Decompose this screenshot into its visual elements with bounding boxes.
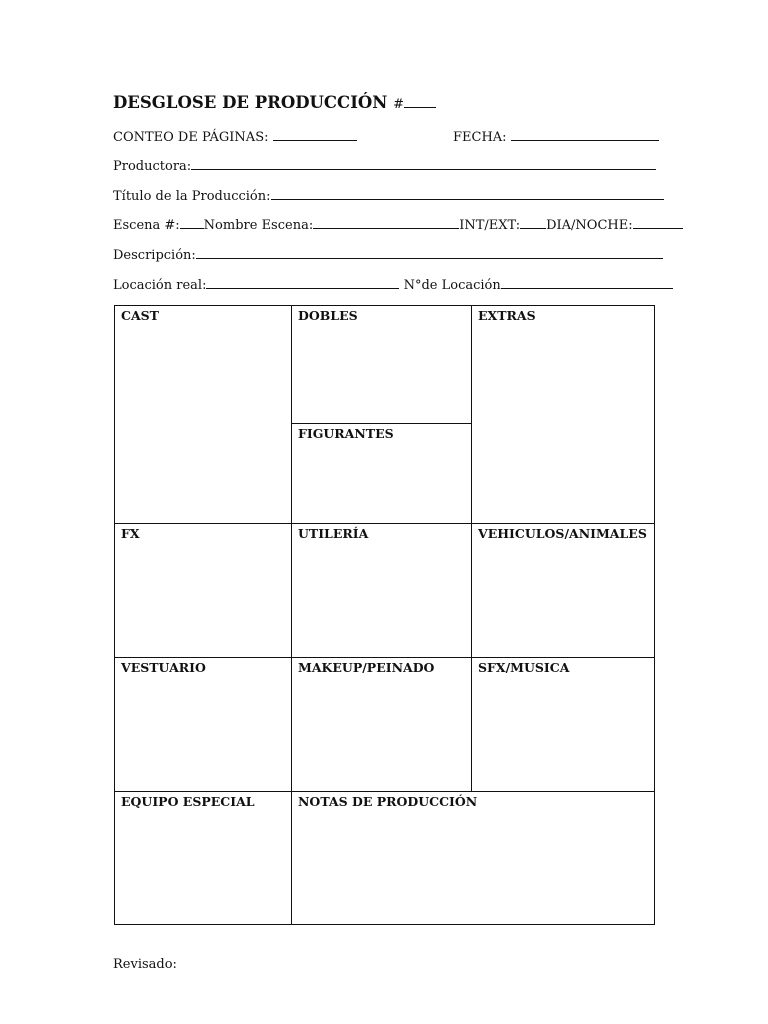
document-title-text: DESGLOSE DE PRODUCCIÓN	[113, 93, 388, 112]
production-title-label: Título de la Producción:	[113, 189, 271, 204]
scene-row	[113, 217, 683, 234]
date-label: FECHA:	[453, 130, 507, 145]
real-location-field[interactable]	[206, 277, 399, 289]
production-notes-box[interactable]	[292, 792, 654, 924]
vehicles-animals-label: VEHICULOS/ANIMALES	[478, 526, 647, 541]
int-ext-label: INT/EXT:	[459, 218, 521, 233]
scene-name-label: Nombre Escena:	[203, 218, 314, 233]
fx-box[interactable]	[115, 524, 291, 657]
extras-box[interactable]	[472, 306, 654, 523]
cast-label: CAST	[121, 308, 159, 323]
wardrobe-box[interactable]	[115, 658, 291, 791]
day-night-label: DIA/NOCHE:	[546, 218, 633, 233]
document-number-prefix: #	[393, 97, 405, 112]
page-count-row	[113, 129, 357, 146]
makeup-hair-box[interactable]	[292, 658, 471, 791]
special-equipment-box[interactable]	[115, 792, 291, 924]
description-label: Descripción:	[113, 248, 196, 263]
special-equipment-label: EQUIPO ESPECIAL	[121, 794, 255, 809]
doubles-label: DOBLES	[298, 308, 358, 323]
producer-row	[113, 158, 656, 175]
production-title-field[interactable]	[271, 188, 664, 200]
breakdown-grid	[114, 305, 655, 925]
scene-number-label: Escena #:	[113, 218, 180, 233]
wardrobe-label: VESTUARIO	[121, 660, 206, 675]
reviewed-row	[113, 957, 177, 972]
location-number-field[interactable]	[501, 277, 673, 289]
page-count-field[interactable]	[273, 129, 357, 141]
producer-field[interactable]	[191, 158, 656, 170]
doubles-box[interactable]	[292, 306, 471, 423]
production-notes-label: NOTAS DE PRODUCCIÓN	[298, 794, 478, 809]
location-number-label: N°de Locación	[403, 278, 501, 293]
extras-label: EXTRAS	[478, 308, 536, 323]
document-number-field[interactable]	[404, 95, 436, 108]
props-box[interactable]	[292, 524, 471, 657]
description-row	[113, 247, 663, 264]
scene-name-field[interactable]	[313, 217, 459, 229]
document-title	[113, 93, 436, 112]
vehicles-animals-box[interactable]	[472, 524, 654, 657]
description-field[interactable]	[196, 247, 663, 259]
producer-label: Productora:	[113, 159, 192, 174]
sfx-music-label: SFX/MUSICA	[478, 660, 570, 675]
production-title-row	[113, 188, 664, 205]
makeup-hair-label: MAKEUP/PEINADO	[298, 660, 435, 675]
props-label: UTILERÍA	[298, 526, 369, 541]
location-row	[113, 277, 673, 294]
cast-box[interactable]	[115, 306, 291, 523]
date-field[interactable]	[511, 129, 659, 141]
figurants-box[interactable]	[292, 424, 471, 523]
page-count-label: CONTEO DE PÁGINAS:	[113, 130, 269, 145]
fx-label: FX	[121, 526, 140, 541]
reviewed-label: Revisado:	[113, 957, 177, 972]
figurants-label: FIGURANTES	[298, 426, 394, 441]
real-location-label: Locación real:	[113, 278, 207, 293]
date-row	[453, 129, 659, 146]
sfx-music-box[interactable]	[472, 658, 654, 791]
day-night-field[interactable]	[633, 217, 683, 229]
scene-number-field[interactable]	[180, 217, 204, 229]
int-ext-field[interactable]	[520, 217, 546, 229]
